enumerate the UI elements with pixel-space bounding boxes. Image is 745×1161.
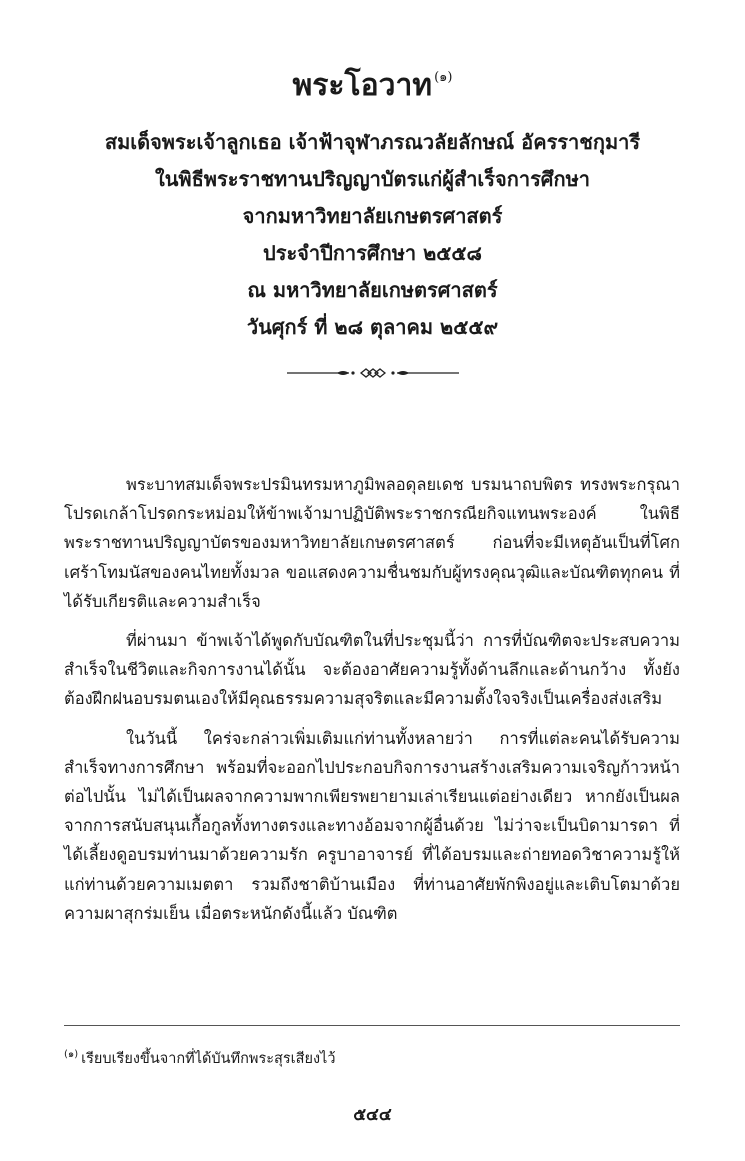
footnote-divider bbox=[64, 1025, 680, 1026]
footnote bbox=[64, 1044, 680, 1070]
title-footnote-mark: (๑) bbox=[434, 70, 453, 85]
subtitle-line: ณ มหาวิทยาลัยเกษตรศาสตร์ bbox=[247, 278, 498, 302]
footnote-mark: (๑) bbox=[64, 1049, 79, 1060]
body-text bbox=[64, 470, 680, 938]
page-title bbox=[0, 58, 745, 106]
subtitle-line: ประจำปีการศึกษา ๒๕๕๘ bbox=[263, 241, 482, 265]
subtitle-block bbox=[40, 124, 705, 346]
paragraph: ในวันนี้ ใคร่จะกล่าวเพิ่มเติมแก่ท่านทั้งหลายว่า การที่แต่ละคนได้รับความสำเร็จทางการศึกษา พร้อมที่จะออกไปประกอบกิจการงานสร้างเสริมความเจริญก้าวหน้าต่อไปนั้น ไม่ได้เป็นผลจากความพากเพียรพยายามเล่าเรียนแต่อย่างเดียว หากยังเป็นผลจากการสนับสนุนเกื้อกูลทั้งทางตรงและทางอ้อมจากผู้อื่นด้วย ไม่ว่าจะเป็นบิดามารดา ที่ได้เลี้ยงดูอบรมท่านมาด้วยความรัก ครูบาอาจารย์ ที่ได้อบรมและถ่ายทอดวิชาความรู้ให้แก่ท่านด้วยความเมตตา รวมถึงชาติบ้านเมือง ที่ท่านอาศัยพักพิงอยู่และเติบโตมาด้วยความผาสุกร่มเย็น เมื่อตระหนักดังนี้แล้ว บัณฑิต bbox=[64, 728, 680, 923]
title-text: พระโอวาท bbox=[292, 68, 433, 103]
page-number: ๕๔๔ bbox=[353, 1105, 392, 1125]
paragraph: พระบาทสมเด็จพระปรมินทรมหาภูมิพลอดุลยเดช บรมนาถบพิตร ทรงพระกรุณาโปรดเกล้าโปรดกระหม่อมให้ข้าพเจ้ามาปฏิบัติพระราชกรณียกิจแทนพระองค์ ในพิธีพระราชทานปริญญาบัตรของมหาวิทยาลัยเกษตรศาสตร์ ก่อนที่จะมีเหตุอันเป็นที่โศกเศร้าโทมนัสของคนไทยทั้งมวล ขอแสดงความชื่นชมกับผู้ทรงคุณวุฒิและบัณฑิตทุกคน ที่ได้รับเกียรติและความสำเร็จ bbox=[64, 475, 680, 611]
subtitle-line: วันศุกร์ ที่ ๒๘ ตุลาคม ๒๕๕๙ bbox=[246, 315, 499, 339]
ornament-divider-icon bbox=[287, 365, 459, 381]
subtitle-line: จากมหาวิทยาลัยเกษตรศาสตร์ bbox=[242, 204, 503, 228]
paragraph: ที่ผ่านมา ข้าพเจ้าได้พูดกับบัณฑิตในที่ประชุมนี้ว่า การที่บัณฑิตจะประสบความสำเร็จในชีวิตและกิจการงานได้นั้น จะต้องอาศัยความรู้ทั้งด้านลึกและด้านกว้าง ทั้งยังต้องฝึกฝนอบรมตนเองให้มีคุณธรรมความสุจริตและมีความตั้งใจจริงเป็นเครื่องส่งเสริม bbox=[64, 631, 680, 709]
footnote-text: เรียบเรียงขึ้นจากที่ได้บันทึกพระสุรเสียงไว้ bbox=[81, 1051, 336, 1067]
subtitle-line: สมเด็จพระเจ้าลูกเธอ เจ้าฟ้าจุฬาภรณวลัยลักษณ์ อัครราชกุมารี bbox=[104, 130, 641, 154]
subtitle-line: ในพิธีพระราชทานปริญญาบัตรแก่ผู้สำเร็จการศึกษา bbox=[154, 167, 591, 191]
